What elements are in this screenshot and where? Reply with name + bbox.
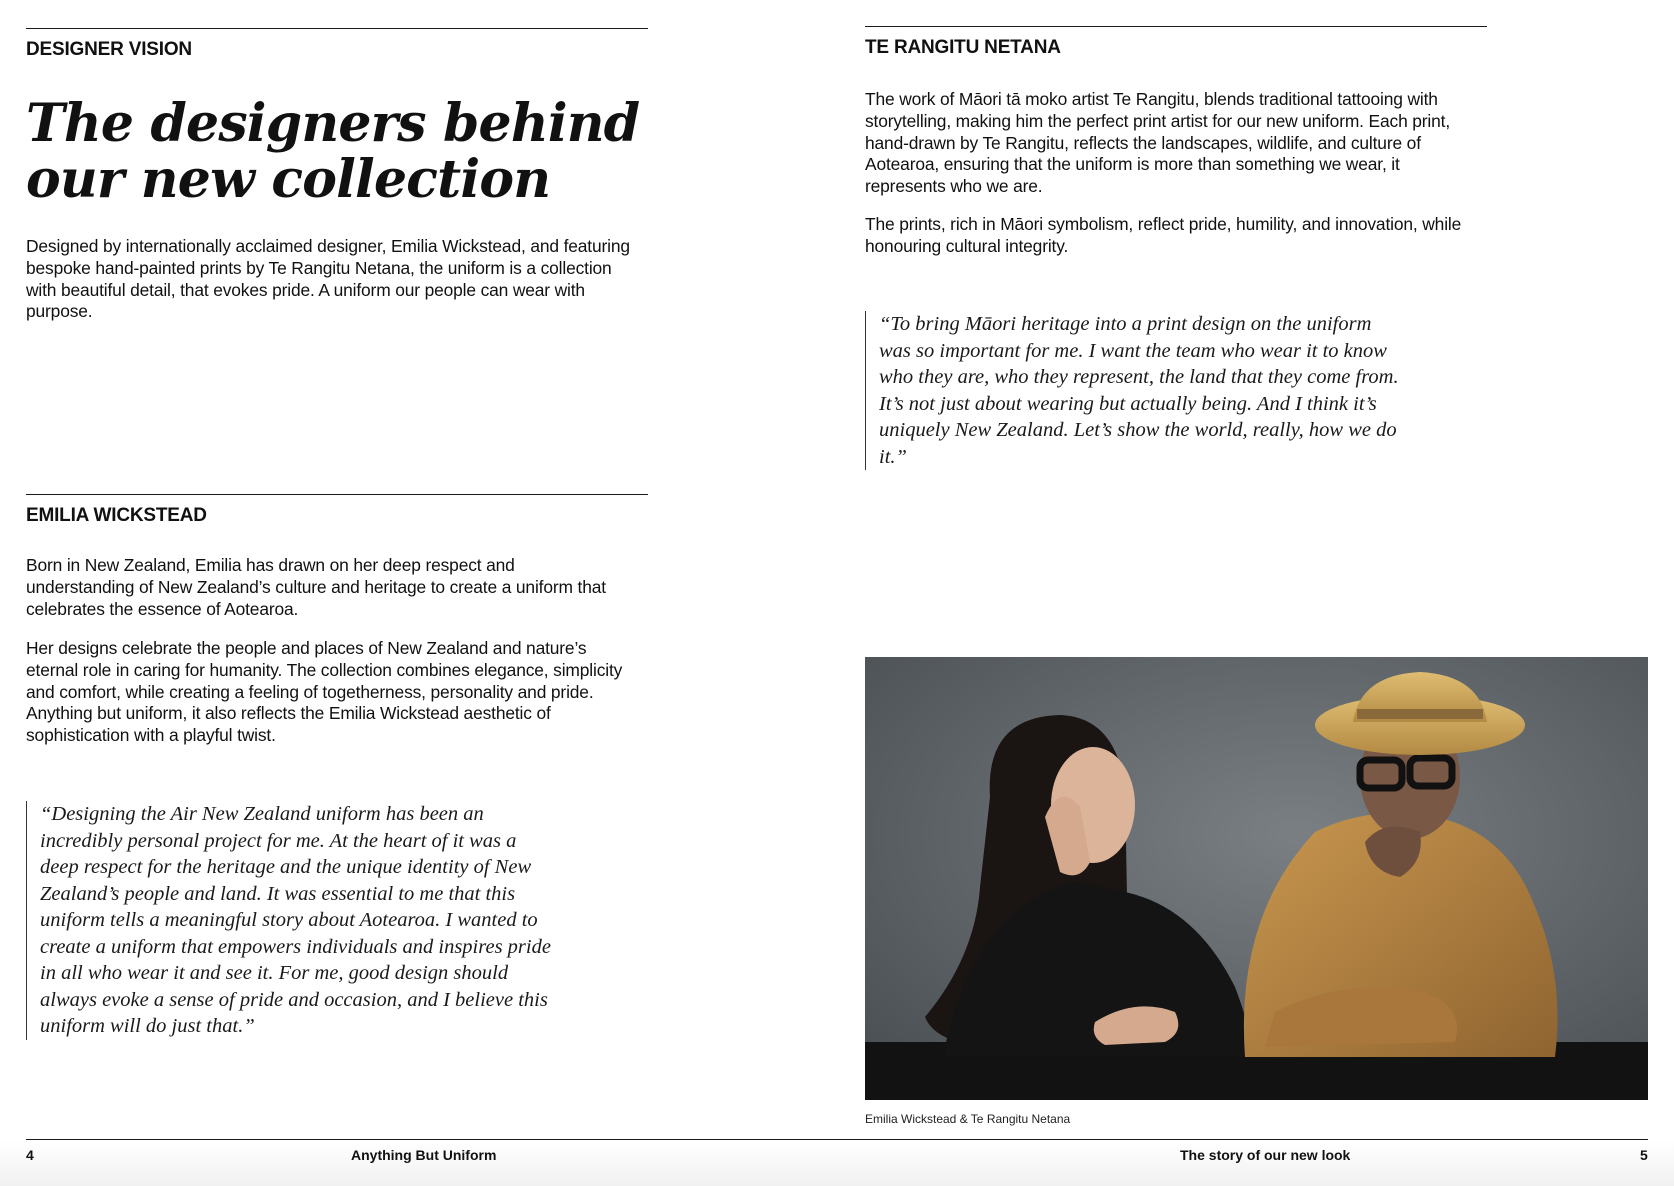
page-number-left: 4 — [26, 1147, 34, 1163]
section-divider-emilia — [26, 494, 648, 495]
te-rangitu-paragraph-2: The prints, rich in Māori symbolism, reflect pride, humility, and innovation, while honouring cultural integrity. — [865, 214, 1462, 256]
emilia-paragraph-2: Her designs celebrate the people and places of New Zealand and nature’s eternal role in caring for humanity. The collection combines elegance, simplicity and comfort, while creating a feeling of togetherness, personality and pride. Anything but uniform, it also reflects the Emilia Wickstead aesthetic of sophistication with a playful twist. — [26, 638, 623, 746]
emilia-quote: “Designing the Air New Zealand uniform has been an incredibly personal project for me. At the heart of it was a deep respect for the heritage and the unique identity of New Zealand’s people and land. It was essential to me that this uniform tells a meaningful story about Aotearoa. I wanted to create a uniform that empowers individuals and inspires pride in all who wear it and see it. For me, good design should always evoke a sense of pride and occasion, and I believe this uniform will do just that.” — [26, 801, 560, 1040]
section-divider-top-left — [26, 28, 648, 29]
designers-photo-illustration — [865, 657, 1648, 1100]
section-title: The story of our new look — [1180, 1147, 1351, 1163]
page-headline — [26, 93, 666, 210]
te-rangitu-paragraph-1: The work of Māori tā moko artist Te Rangitu, blends traditional tattooing with storytelling, making him the perfect print artist for our new uniform. Each print, hand-drawn by Te Rangitu, reflects the landscapes, wildlife, and culture of Aotearoa, ensuring that the uniform is more than something we wear, it represents who we are. — [865, 89, 1451, 197]
te-rangitu-quote: “To bring Māori heritage into a print design on the uniform was so important for me. I want the team who wear it to know who they are, who they represent, the land that they come from. It’s not just about wearing but actually being. And I think it’s uniquely New Zealand. Let’s show the world, really, how we do it.” — [865, 311, 1404, 470]
photo-caption: Emilia Wickstead & Te Rangitu Netana — [865, 1112, 1071, 1126]
intro-paragraph: Designed by internationally acclaimed designer, Emilia Wickstead, and featuring bespoke hand-painted prints by Te Rangitu Netana, the uniform is a collection with beautiful detail, that evokes pride. A uniform our people can wear with purpose. — [26, 236, 630, 322]
designer-label-te-rangitu: TE RANGITU NETANA — [865, 37, 1061, 58]
designer-label-emilia: EMILIA WICKSTEAD — [26, 505, 207, 526]
section-divider-te-rangitu — [865, 26, 1487, 27]
page-number-right: 5 — [1640, 1147, 1648, 1163]
section-label: DESIGNER VISION — [26, 39, 192, 60]
headline-line-2: our new collection — [26, 149, 551, 210]
emilia-paragraph-1: Born in New Zealand, Emilia has drawn on her deep respect and understanding of New Zealand’s culture and heritage to create a uniform that celebrates the essence of Aotearoa. — [26, 555, 606, 619]
footer-divider — [26, 1139, 1648, 1140]
page-footer — [0, 1140, 1674, 1186]
publication-title: Anything But Uniform — [351, 1147, 497, 1163]
designers-photo — [865, 657, 1648, 1100]
headline-line-1: The designers behind — [26, 93, 640, 154]
